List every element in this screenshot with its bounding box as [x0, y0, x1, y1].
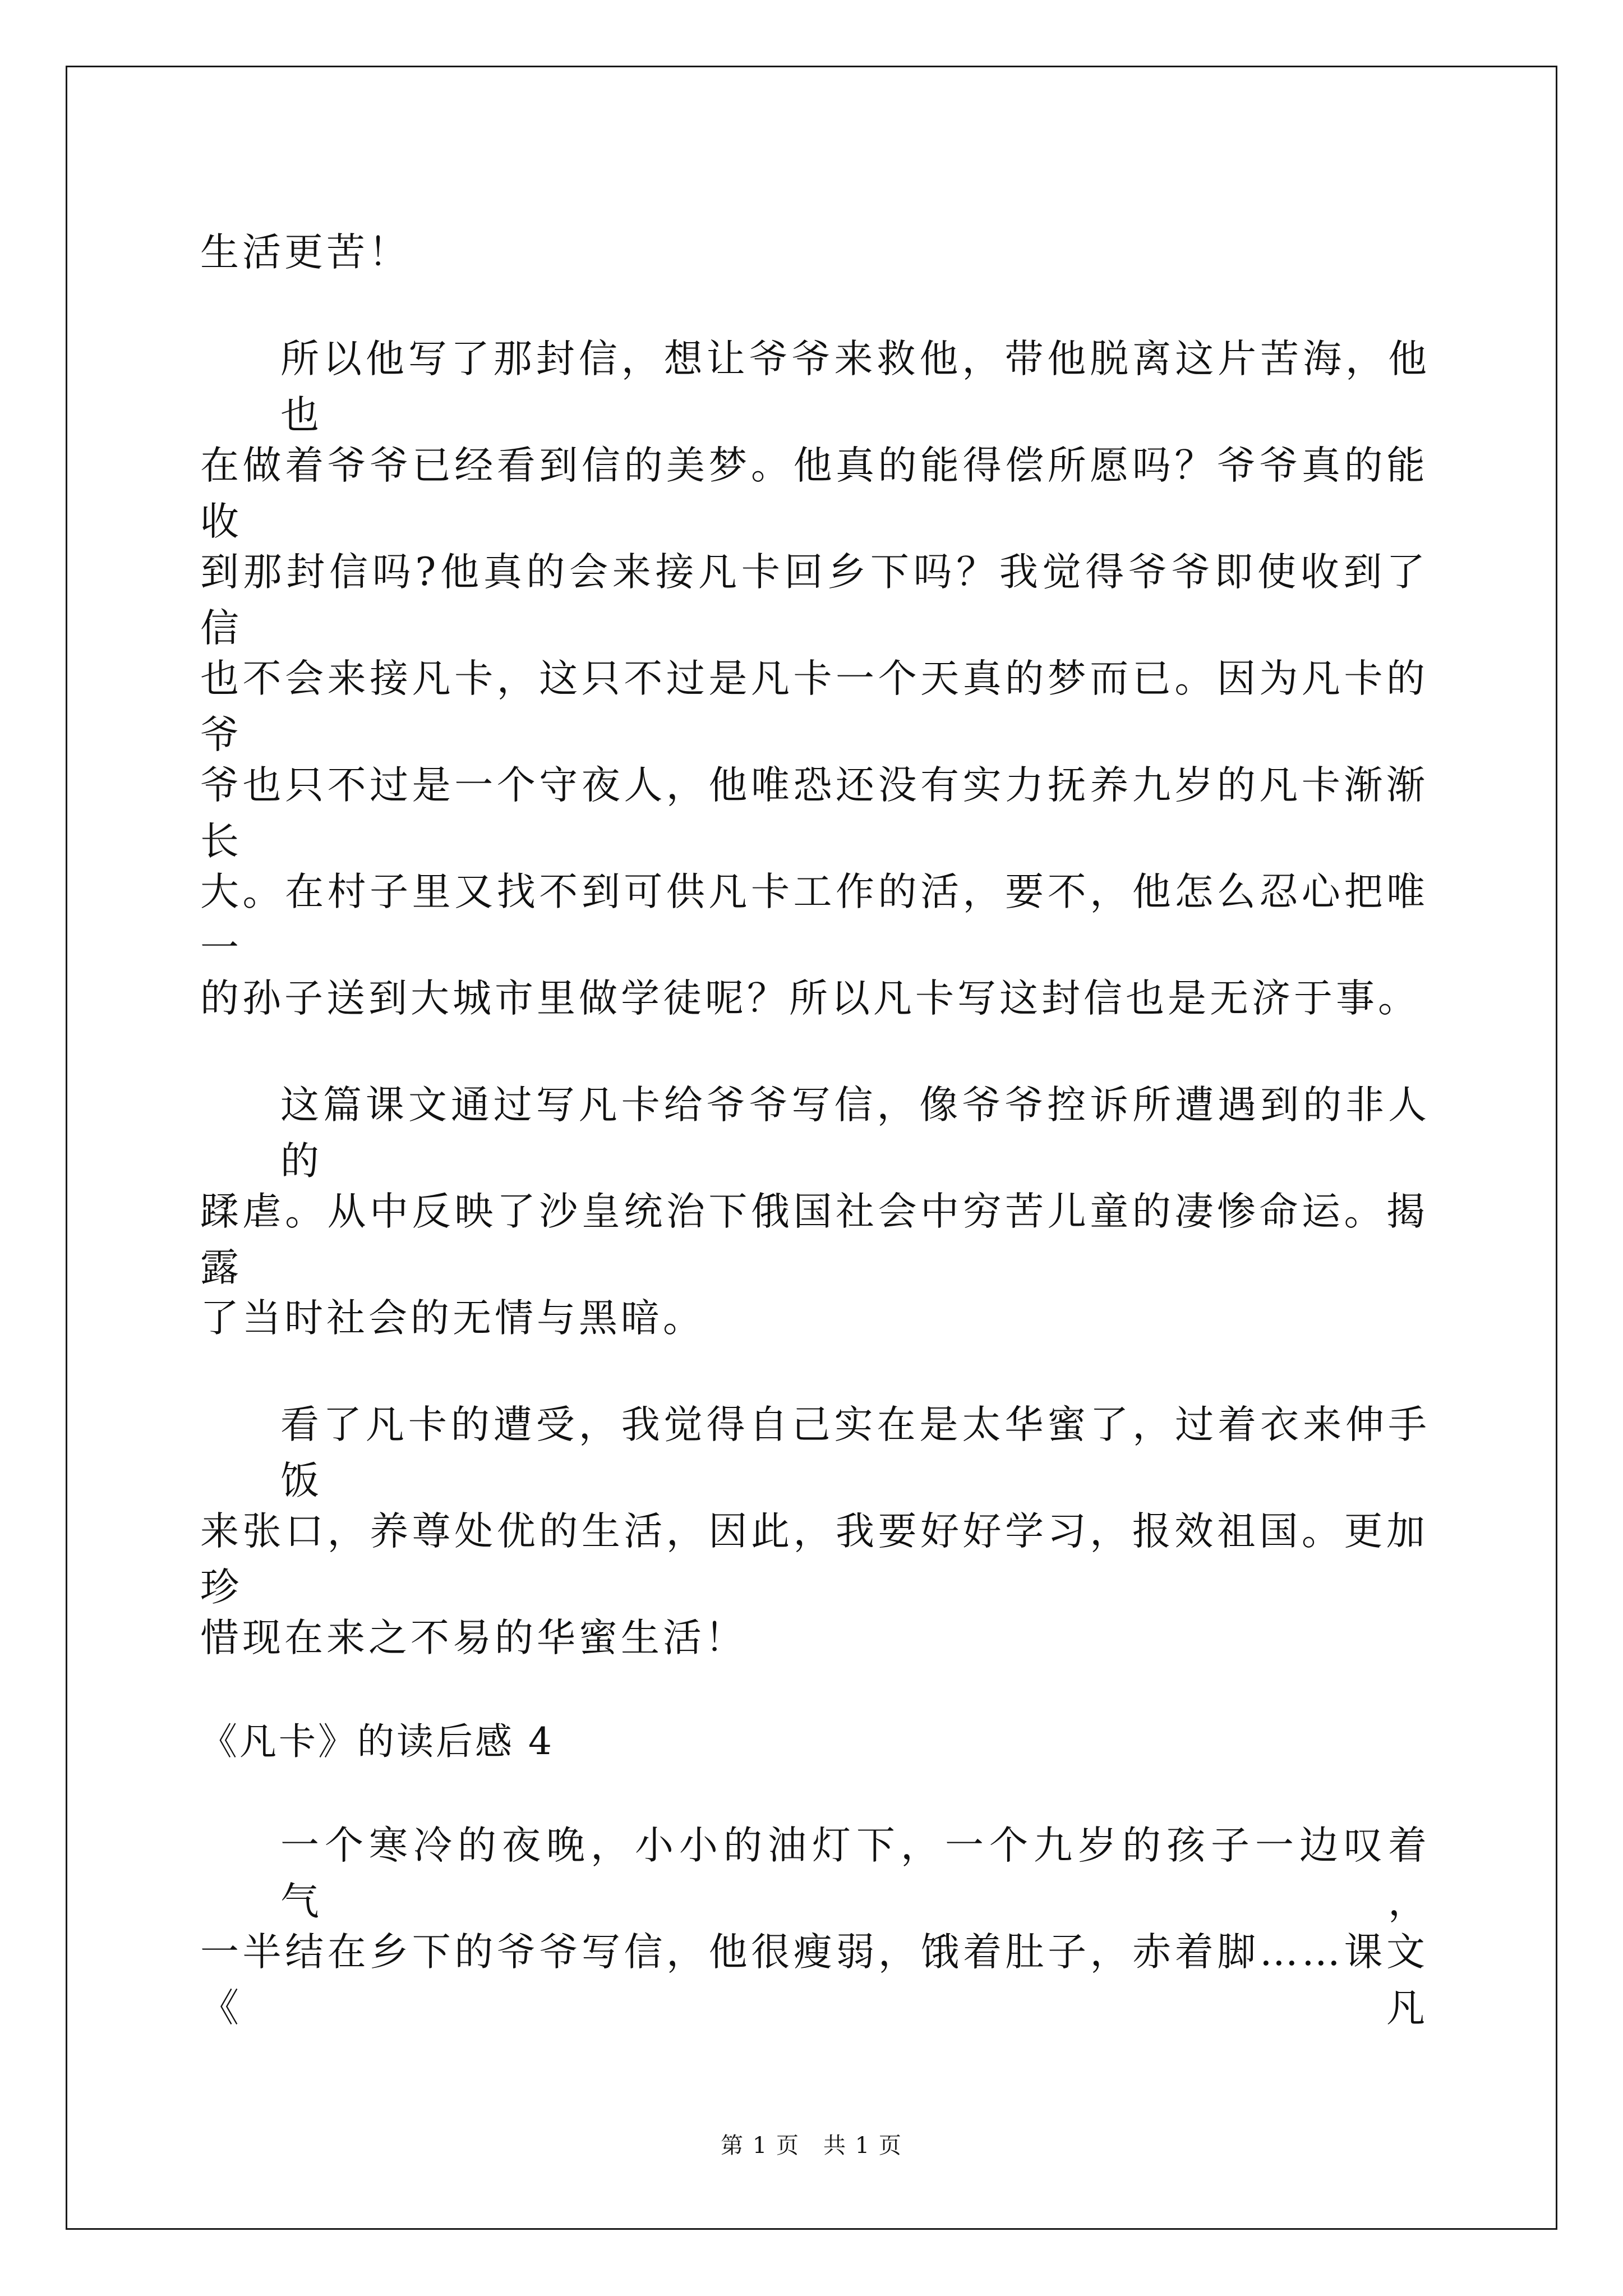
- paragraph-line: 也不会来接凡卡，这只不过是凡卡一个天真的梦而已。因为凡卡的爷: [200, 656, 1428, 757]
- paragraph-line: 一半结在乡下的爷爷写信，他很瘦弱，饿着肚子，赤着脚……课文《凡: [200, 1930, 1428, 2031]
- paragraph-line: 了当时社会的无情与黑暗。: [200, 1296, 705, 1341]
- section-heading: 《凡卡》的读后感 4: [200, 1720, 554, 1763]
- page-footer: 第 1 页 共 1 页: [721, 2133, 902, 2159]
- paragraph-line: 生活更苦！: [200, 230, 411, 275]
- paragraph-line: 大。在村子里又找不到可供凡卡工作的活，要不，他怎么忍心把唯一: [200, 869, 1428, 970]
- paragraph-line: 的孙子送到大城市里做学徒呢？所以凡卡写这封信也是无济于事。: [200, 976, 1420, 1021]
- paragraph-line: 一个寒冷的夜晚，小小的油灯下，一个九岁的孩子一边叹着气，: [280, 1823, 1430, 1924]
- paragraph-line: 惜现在来之不易的华蜜生活！: [200, 1616, 747, 1660]
- paragraph-line: 这篇课文通过写凡卡给爷爷写信，像爷爷控诉所遭遇到的非人的: [280, 1083, 1430, 1184]
- paragraph-line: 在做着爷爷已经看到信的美梦。他真的能得偿所愿吗？爷爷真的能收: [200, 443, 1428, 544]
- paragraph-line: 所以他写了那封信，想让爷爷来救他，带他脱离这片苦海，他也: [280, 337, 1430, 438]
- paragraph-line: 爷也只不过是一个守夜人，他唯恐还没有实力抚养九岁的凡卡渐渐长: [200, 763, 1428, 864]
- paragraph-line: 来张口，养尊处优的生活，因此，我要好好学习，报效祖国。更加珍: [200, 1509, 1428, 1610]
- paragraph-line: 蹂虐。从中反映了沙皇统治下俄国社会中穷苦儿童的凄惨命运。揭露: [200, 1189, 1428, 1290]
- paragraph-line: 到那封信吗?他真的会来接凡卡回乡下吗？我觉得爷爷即使收到了信: [200, 550, 1428, 651]
- paragraph-line: 看了凡卡的遭受，我觉得自己实在是太华蜜了，过着衣来伸手饭: [280, 1402, 1430, 1503]
